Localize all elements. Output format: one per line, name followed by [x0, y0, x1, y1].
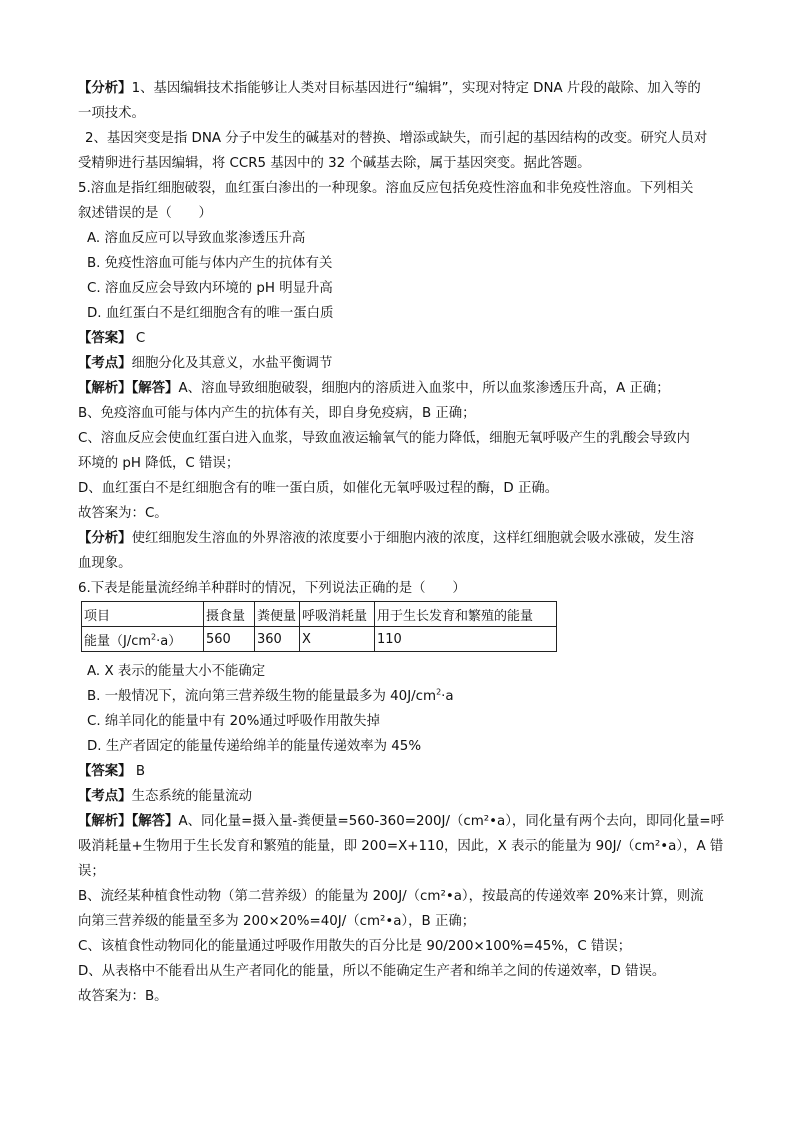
- table-cell: 360: [255, 627, 300, 652]
- kaodian-text: 细胞分化及其意义，水盐平衡调节: [131, 356, 333, 371]
- q5-option-a: A. 溶血反应可以导致血浆渗透压升高: [87, 231, 306, 246]
- q5-option-d: D. 血红蛋白不是红细胞含有的唯一蛋白质: [87, 306, 334, 321]
- q5-jiexi-a: [78, 376, 724, 401]
- answer-label: 【答案】: [78, 331, 132, 346]
- table-row-label: 能量$(J/cm^2\cdot a)$: [82, 627, 204, 652]
- table-header-cell: 粪便量: [255, 602, 300, 627]
- q6-option-b: B. 一般情况下，流向第三营养级生物的能量最多为 $40J/cm^2\cdot a$: [87, 687, 454, 704]
- q4-analysis-line4: 受精卵进行基因编辑，将 CCR5 基因中的 32 个碱基去除，属于基因突变。据此答题。: [78, 156, 591, 171]
- q5-fenxi-line1: [78, 526, 724, 551]
- answer-value: B: [131, 764, 146, 779]
- q5-fenxi-line2: 血现象。: [78, 556, 132, 571]
- q4-analysis-line1: [78, 76, 724, 101]
- q5-jiexi-d: D、血红蛋白不是红细胞含有的唯一蛋白质，如催化无氧呼吸过程的酶，D 正确。: [78, 481, 559, 496]
- q6-kaodian: [78, 784, 724, 809]
- table-header-cell: 项目: [82, 602, 204, 627]
- q6-conclusion: 故答案为：B。: [78, 989, 168, 1004]
- q4-analysis-line3: 2、基因突变是指 DNA 分子中发生的碱基对的替换、增添或缺失，而引起的基因结构的改变。研究人员对: [85, 131, 708, 146]
- q6-option-c: C. 绵羊同化的能量中有 20%通过呼吸作用散失掉: [87, 714, 380, 729]
- q6-jiexi-d: D、从表格中不能看出从生产者同化的能量，所以不能确定生产者和绵羊之间的传递效率，D 错误。: [78, 964, 666, 979]
- q5-option-b: B. 免疫性溶血可能与体内产生的抗体有关: [87, 256, 333, 271]
- kaodian-label: 【考点】: [78, 789, 132, 804]
- q6-jiexi-b2: 向第三营养级的能量至多为 200×20%=40J/（cm²•a），B 正确；: [78, 914, 476, 929]
- q6-jiexi-a3: 误；: [78, 864, 105, 879]
- q6-answer: [78, 759, 724, 784]
- table-header-cell: 摄食量: [204, 602, 255, 627]
- q6-jiexi-a1: [78, 809, 724, 834]
- jiexi-label: 【解析】【解答】: [78, 381, 179, 396]
- table-header-cell: 呼吸消耗量: [300, 602, 375, 627]
- q6-stem: 6.下表是能量流经绵羊种群时的情况，下列说法正确的是（ ）: [78, 581, 466, 596]
- table-cell: 560: [204, 627, 255, 652]
- table-row: [82, 627, 557, 652]
- q5-conclusion: 故答案为：C。: [78, 506, 168, 521]
- table-cell: 110: [375, 627, 557, 652]
- q5-stem-line2: 叙述错误的是（ ）: [78, 206, 212, 221]
- answer-value: C: [131, 331, 146, 346]
- jiexi-text: A、溶血导致细胞破裂，细胞内的溶质进入血浆中，所以血浆渗透压升高，A 正确；: [178, 381, 670, 396]
- q5-jiexi-c1: C、溶血反应会使血红蛋白进入血浆，导致血液运输氧气的能力降低，细胞无氧呼吸产生的乳酸会导致内: [78, 431, 690, 446]
- q5-jiexi-b: B、免疫溶血可能与体内产生的抗体有关，即自身免疫病，B 正确；: [78, 406, 476, 421]
- fenxi-label: 【分析】: [78, 531, 132, 546]
- q5-option-c: C. 溶血反应会导致内环境的 pH 明显升高: [87, 281, 333, 296]
- analysis-text: 1、基因编辑技术指能够让人类对目标基因进行“编辑”，实现对特定 DNA 片段的敲除、加入等的: [131, 81, 701, 96]
- q6-jiexi-b1: B、流经某种植食性动物（第二营养级）的能量为 200J/（cm²•a），按最高的传递效率 20%来计算，则流: [78, 889, 704, 904]
- analysis-label: 【分析】: [78, 81, 132, 96]
- q6-jiexi-c: C、该植食性动物同化的能量通过呼吸作用散失的百分比是 90/200×100%=45%，C 错误；: [78, 939, 632, 954]
- q5-answer: [78, 326, 724, 351]
- jiexi-text: A、同化量=摄入量-粪便量=560-360=200J/（cm²•a），同化量有两个去向，即同化量=呼: [178, 814, 725, 829]
- energy-table: [81, 601, 557, 652]
- q6-option-d: D. 生产者固定的能量传递给绵羊的能量传递效率为 45%: [87, 739, 422, 754]
- table-header-cell: 用于生长发育和繁殖的能量: [375, 602, 557, 627]
- jiexi-label: 【解析】【解答】: [78, 814, 179, 829]
- q6-option-a: A. X 表示的能量大小不能确定: [87, 664, 266, 679]
- table-cell: X: [300, 627, 375, 652]
- q5-jiexi-c2: 环境的 pH 降低，C 错误；: [78, 456, 240, 471]
- fenxi-text: 使红细胞发生溶血的外界溶液的浓度要小于细胞内液的浓度，这样红细胞就会吸水涨破，发生溶: [131, 531, 694, 546]
- q6-jiexi-a2: 吸消耗量+生物用于生长发育和繁殖的能量，即 200=X+110，因此，X 表示的能量为 90J/（cm²•a），A 错: [78, 839, 724, 854]
- q4-analysis-line2: 一项技术。: [78, 106, 145, 121]
- kaodian-label: 【考点】: [78, 356, 132, 371]
- answer-label: 【答案】: [78, 764, 132, 779]
- q5-kaodian: [78, 351, 724, 376]
- q5-stem-line1: 5.溶血是指红细胞破裂，血红蛋白渗出的一种现象。溶血反应包括免疫性溶血和非免疫性溶血。下列相关: [78, 181, 694, 196]
- kaodian-text: 生态系统的能量流动: [131, 789, 253, 804]
- table-header-row: [82, 602, 557, 627]
